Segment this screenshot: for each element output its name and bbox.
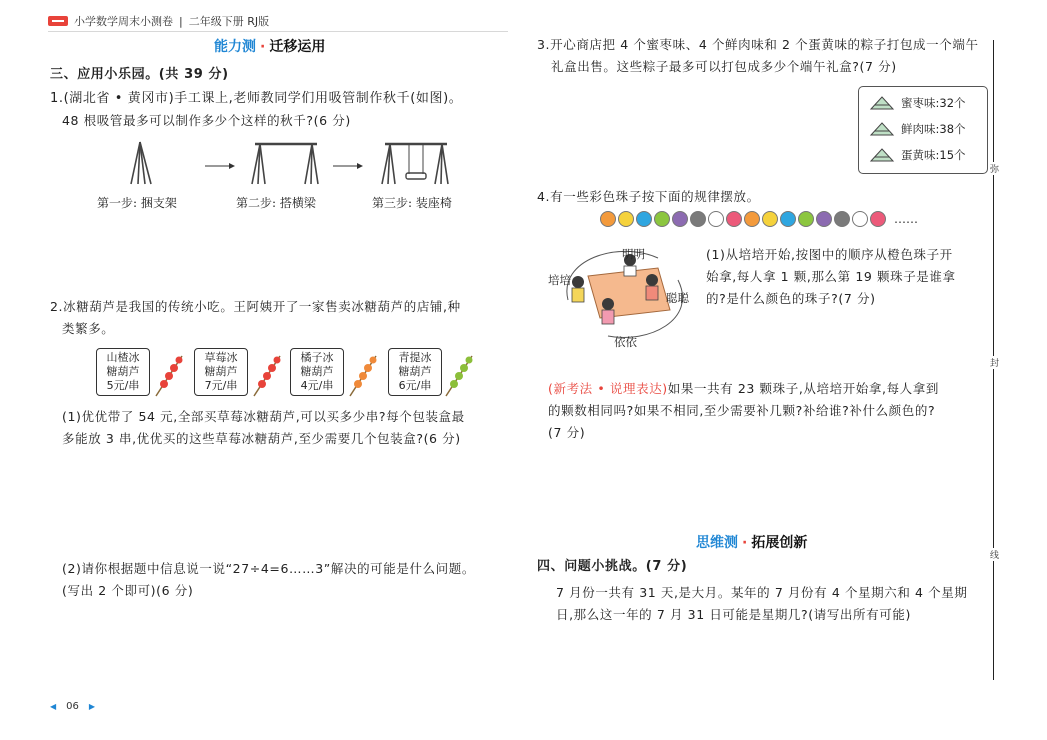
candy-card-green-grape: 青提冰 糖葫芦 6元/串 — [388, 348, 442, 396]
section-title-ability: 能力测 · 迁移运用 — [214, 39, 326, 55]
part-heading-4: 四、问题小挑战。(7 分) — [537, 559, 688, 574]
new-exam-method-tag: (新考法 • 说理表达) — [548, 381, 668, 396]
next-page-arrow-icon[interactable]: ▶ — [88, 702, 96, 711]
page-number: 06 — [66, 701, 79, 712]
question-3-line-2: 礼盒出售。这些粽子最多可以打包成多少个端午礼盒?(7 分) — [551, 59, 897, 74]
question-2-part-2 — [62, 558, 522, 602]
question-1-line-2: 48 根吸管最多可以制作多少个这样的秋千?(6 分) — [62, 113, 351, 128]
zongzi-icon — [869, 147, 895, 163]
question-2 — [50, 296, 520, 340]
header-divider — [48, 31, 508, 32]
child-left-body — [572, 288, 584, 302]
child-name-bottom: 依依 — [614, 335, 637, 349]
step-2-caption: 第二步: 搭横梁 — [236, 196, 316, 210]
bead-12 — [798, 211, 814, 227]
arrow-1-head — [229, 163, 235, 169]
child-right-head — [646, 274, 658, 286]
question-2-line-1: 2.冰糖葫芦是我国的传统小吃。王阿姨开了一家售卖冰糖葫芦的店铺,种 — [50, 299, 461, 314]
step-3-caption: 第三步: 装座椅 — [372, 196, 452, 210]
bead-13 — [816, 211, 832, 227]
bead-14 — [834, 211, 850, 227]
child-bottom-head — [602, 298, 614, 310]
question-4-part-2-line-1: 如果一共有 23 颗珠子,从培培开始拿,每人拿到 — [667, 381, 939, 396]
step-1-caption: 第一步: 捆支架 — [97, 196, 177, 210]
question-2-part-1-line-1: (1)优优带了 54 元,全部买草莓冰糖葫芦,可以买多少串?每个包装盒最 — [62, 409, 465, 424]
section-title-thinking: 思维测 · 拓展创新 — [696, 535, 808, 551]
bead-4 — [654, 211, 670, 227]
question-4-line-1: 4.有一些彩色珠子按下面的规律摆放。 — [537, 189, 760, 204]
bead-5 — [672, 211, 688, 227]
question-4-part-1-line-1: (1)从培培开始,按图中的顺序从橙色珠子开 — [706, 247, 953, 262]
zongzi-row-date: 蜜枣味:32个 — [869, 95, 966, 111]
swing-steps-illustration — [95, 138, 475, 190]
header-series-title: 小学数学周末小测卷 — [74, 15, 173, 28]
question-2-line-2: 类繁多。 — [62, 321, 115, 336]
candy-price-list — [96, 348, 476, 400]
question-4-part-2 — [548, 378, 993, 444]
candy-stick-green-grape-icon — [442, 354, 476, 398]
margin-char-1: 弥 — [990, 162, 999, 175]
bead-ellipsis: …… — [894, 212, 918, 226]
child-name-top: 明明 — [622, 247, 645, 261]
margin-char-3: 线 — [990, 548, 999, 561]
child-name-left: 培培 — [548, 273, 571, 287]
child-left-head — [572, 276, 584, 288]
footer-pagination — [50, 701, 95, 712]
question-1 — [50, 88, 520, 132]
bead-3 — [636, 211, 652, 227]
part-heading-3: 三、应用小乐园。(共 39 分) — [50, 67, 229, 82]
swing-step-3-frame — [382, 144, 448, 184]
header-separator: | — [179, 14, 183, 28]
candy-stick-hawthorn-icon — [152, 354, 186, 398]
child-bottom-body — [602, 310, 614, 324]
bead-2 — [618, 211, 634, 227]
bead-7 — [708, 211, 724, 227]
zongzi-icon — [869, 95, 895, 111]
swing-step-1-frame — [131, 142, 151, 184]
bead-6 — [690, 211, 706, 227]
bead-sequence — [600, 211, 918, 227]
question-4-part-1 — [706, 244, 991, 310]
bead-15 — [852, 211, 868, 227]
bead-10 — [762, 211, 778, 227]
child-right-body — [646, 286, 658, 300]
question-5-line-2: 日,那么这一年的 7 月 31 日可能是星期几?(请写出所有可能) — [556, 607, 911, 622]
question-2-part-2-line-2: (写出 2 个即可)(6 分) — [62, 583, 194, 598]
margin-char-2: 封 — [990, 356, 999, 369]
question-4-part-1-line-3: 的?是什么颜色的珠子?(7 分) — [706, 291, 876, 306]
bead-16 — [870, 211, 886, 227]
series-logo-badge — [48, 16, 68, 26]
question-2-part-1-line-2: 多能放 3 串,优优买的这些草莓冰糖葫芦,至少需要几个包装盒?(6 分) — [62, 431, 461, 446]
zongzi-row-yolk: 蛋黄味:15个 — [869, 147, 966, 163]
zongzi-icon — [869, 121, 895, 137]
candy-card-hawthorn: 山楂冰 糖葫芦 5元/串 — [96, 348, 150, 396]
bead-1 — [600, 211, 616, 227]
candy-card-strawberry: 草莓冰 糖葫芦 7元/串 — [194, 348, 248, 396]
zongzi-row-meat: 鲜肉味:38个 — [869, 121, 966, 137]
child-top-body — [624, 266, 636, 276]
candy-stick-orange-icon — [346, 354, 380, 398]
candy-stick-strawberry-icon — [250, 354, 284, 398]
question-4-part-1-line-2: 始拿,每人拿 1 颗,那么第 19 颗珠子是谁拿 — [706, 269, 956, 284]
bead-11 — [780, 211, 796, 227]
bead-8 — [726, 211, 742, 227]
question-3-line-1: 3.开心商店把 4 个蜜枣味、4 个鲜肉味和 2 个蛋黄味的粽子打包成一个端午 — [537, 37, 979, 52]
swing-step-2-frame — [252, 144, 318, 184]
question-4-part-2-line-2: 的颗数相同吗?如果不相同,至少需要补几颗?补给谁?补什么颜色的? — [548, 403, 936, 418]
header — [48, 12, 269, 30]
question-3 — [537, 34, 997, 78]
child-name-right: 聪聪 — [666, 291, 689, 305]
arrow-2-head — [357, 163, 363, 169]
candy-card-orange: 橘子冰 糖葫芦 4元/串 — [290, 348, 344, 396]
question-5 — [556, 582, 992, 626]
header-grade: 二年级下册 RJ版 — [188, 15, 270, 28]
question-4-part-2-line-3: (7 分) — [548, 425, 586, 440]
bead-9 — [744, 211, 760, 227]
question-5-line-1: 7 月份一共有 31 天,是大月。某年的 7 月份有 4 个星期六和 4 个星期 — [556, 585, 968, 600]
question-2-part-1 — [62, 406, 522, 450]
zongzi-stock-box — [858, 86, 988, 174]
question-1-line-1: 1.(湖北省 • 黄冈市)手工课上,老师教同学们用吸管制作秋千(如图)。 — [50, 91, 463, 106]
prev-page-arrow-icon[interactable]: ◀ — [50, 702, 57, 711]
question-2-part-2-line-1: (2)请你根据题中信息说一说“27÷4=6……3”解决的可能是什么问题。 — [62, 561, 475, 576]
